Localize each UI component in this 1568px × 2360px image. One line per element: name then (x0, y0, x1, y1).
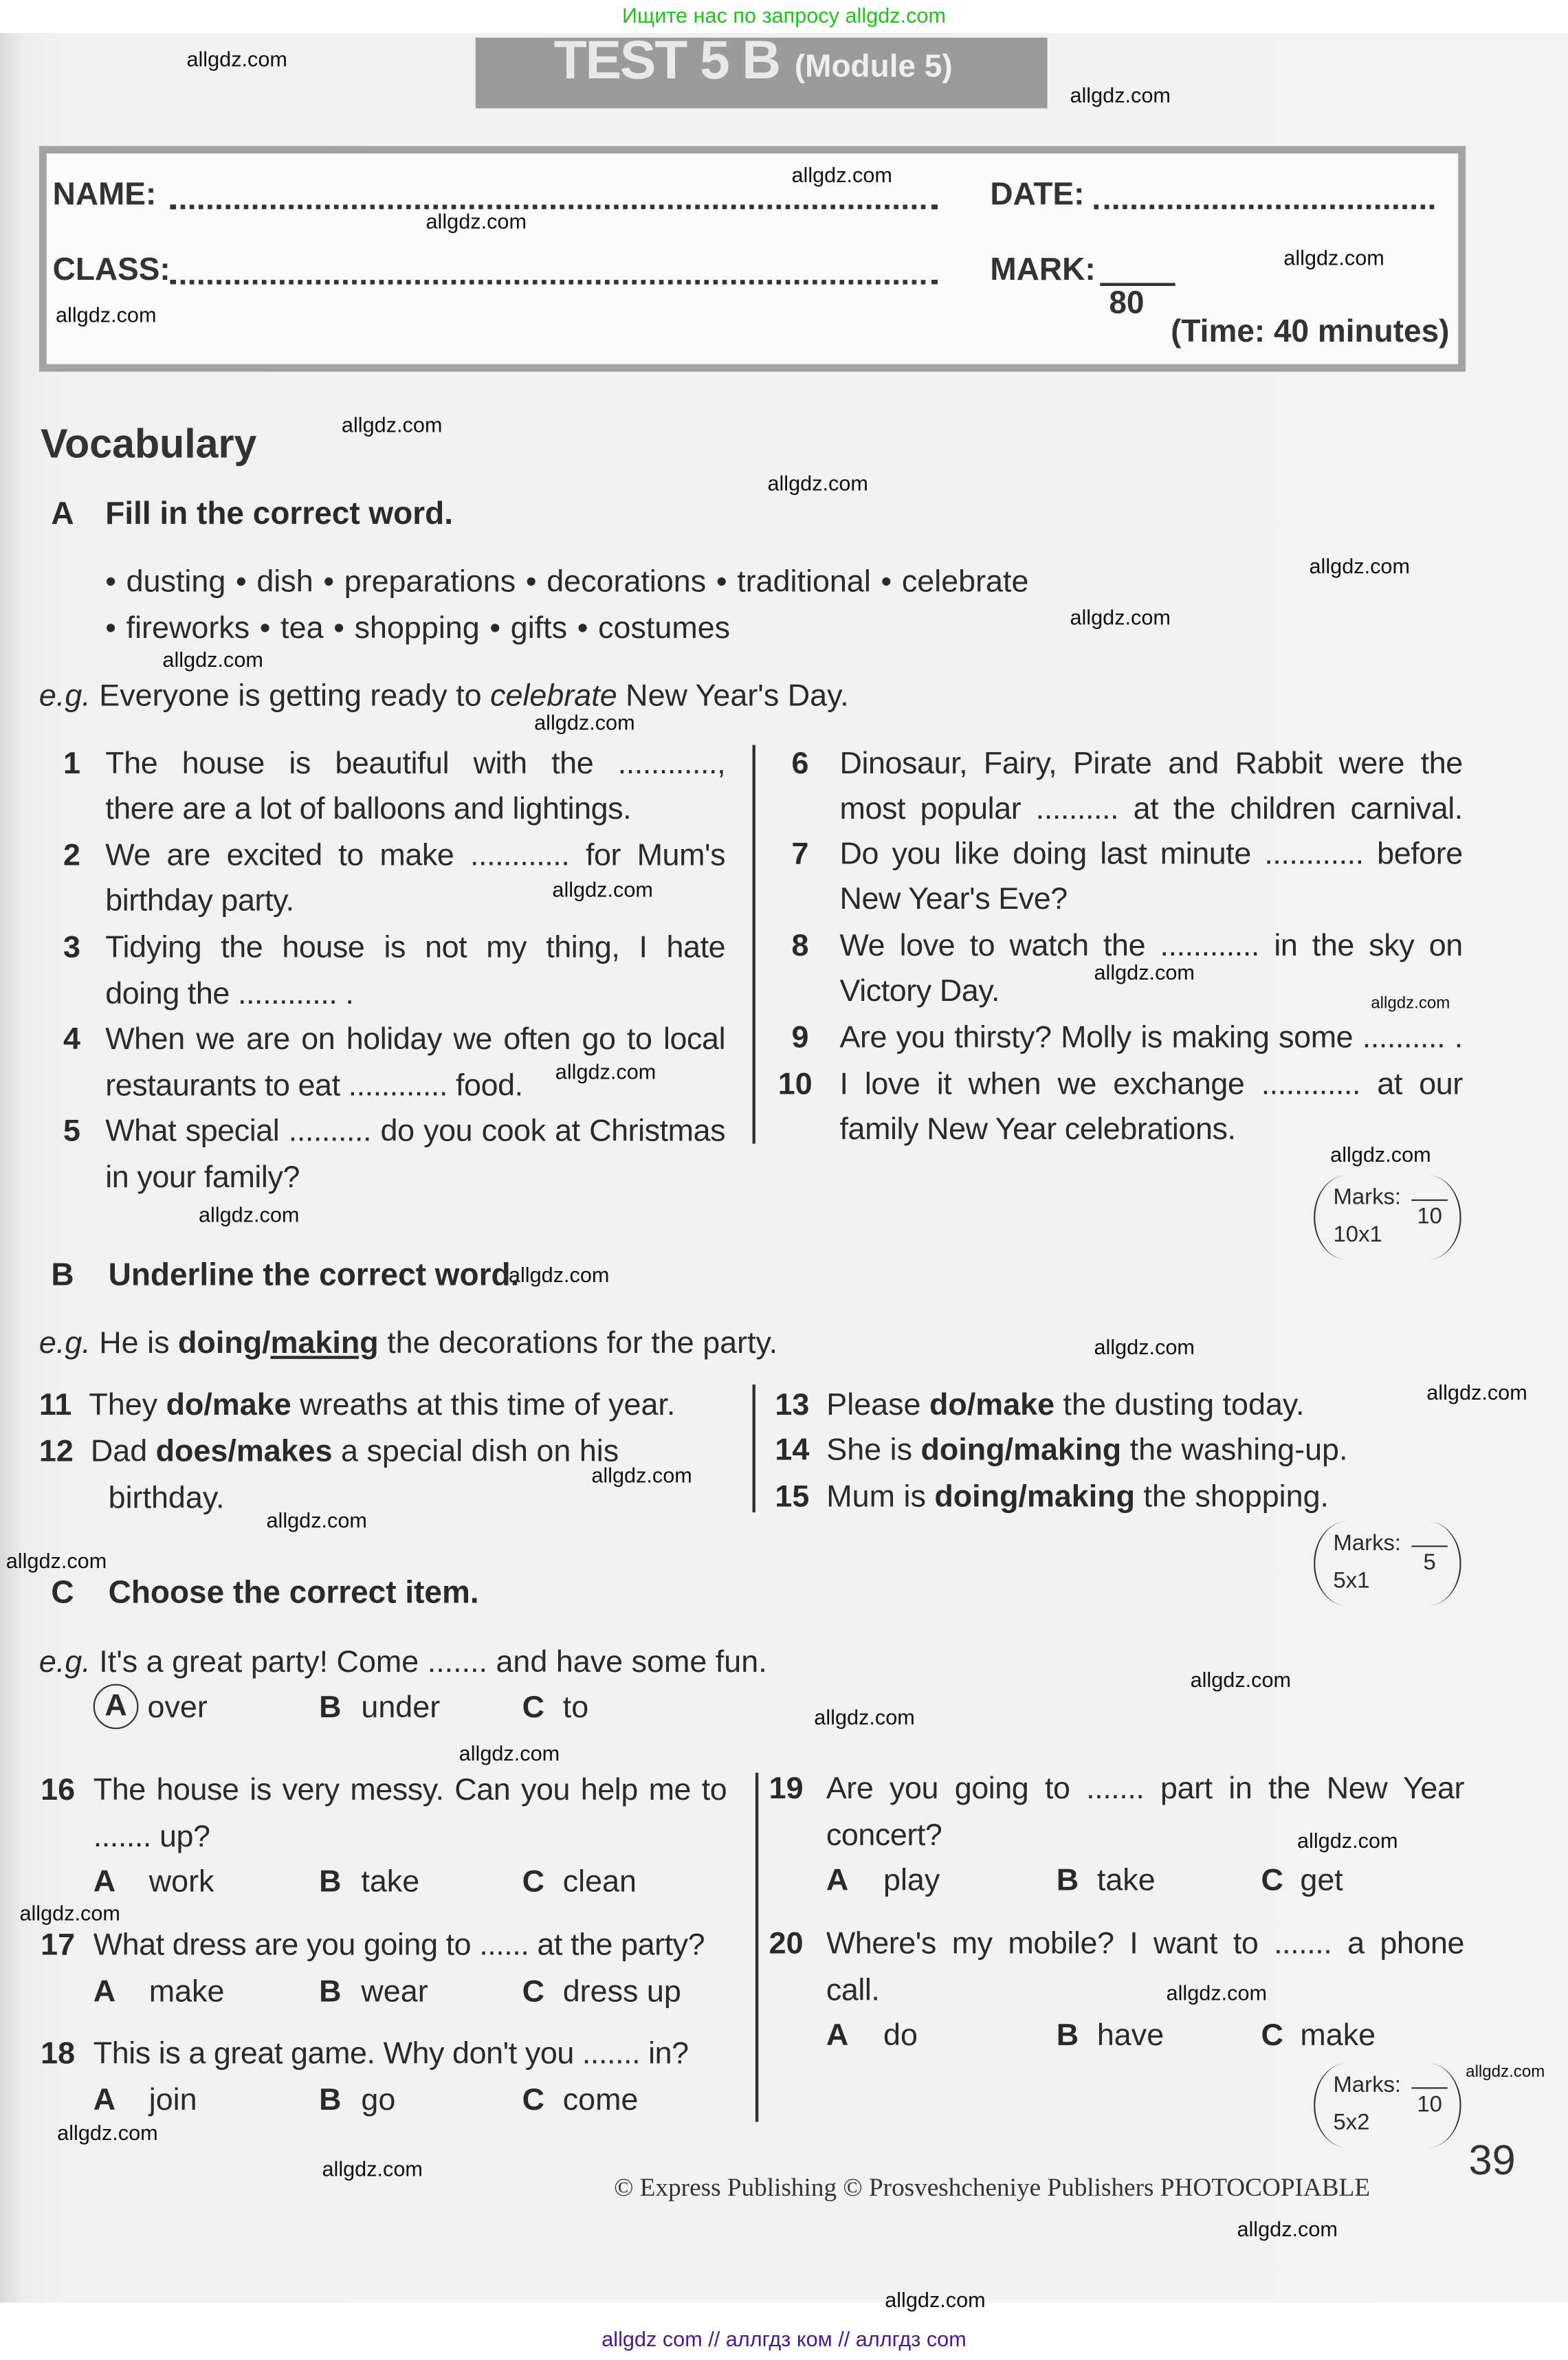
item-number: 11 (38, 1387, 72, 1422)
item-number: 16 (41, 1772, 76, 1808)
word-choice[interactable]: do/make (929, 1387, 1055, 1422)
item-text: We love to watch the ............ in the sky on (839, 928, 1463, 964)
item-number: 15 (775, 1479, 810, 1514)
option-letter[interactable]: B (1056, 1863, 1079, 1898)
eg-answer-underlined: making (270, 1325, 379, 1360)
watermark: allgdz.com (1426, 1380, 1527, 1404)
watermark: allgdz.com (1466, 2063, 1545, 2082)
watermark: allgdz.com (552, 877, 653, 902)
option-text[interactable]: work (148, 1864, 214, 1899)
option-text[interactable]: clean (562, 1864, 637, 1899)
eg-label: e.g. (38, 1325, 91, 1360)
item-number: 2 (63, 838, 80, 873)
item-text: the washing-up. (1121, 1433, 1348, 1468)
item-text: birthday party. (105, 883, 294, 918)
item-text: We are excited to make ............ for Mum's (105, 838, 726, 873)
page-number: 39 (1468, 2137, 1516, 2184)
class-field[interactable] (170, 280, 937, 285)
eg-text: It's a great party! Come ....... and have some fun. (90, 1644, 767, 1680)
word-choice[interactable]: doing/making (934, 1479, 1136, 1514)
item-number: 13 (775, 1387, 810, 1422)
watermark: allgdz.com (508, 1262, 610, 1287)
watermark: allgdz.com (57, 2120, 158, 2145)
name-field[interactable] (170, 205, 937, 210)
item-text: This is a great game. Why don't you ....... in? (93, 2036, 689, 2071)
item-text: The house is beautiful with the ............, (105, 746, 726, 782)
item-text: a special dish on his (332, 1434, 619, 1469)
item-text: Are you thirsty? Molly is making some .......... . (839, 1020, 1463, 1055)
marks-box-c (1314, 2063, 1461, 2148)
option-letter[interactable]: C (522, 1864, 545, 1899)
word-choice[interactable]: does/makes (155, 1434, 333, 1469)
question-15 (775, 1479, 1329, 1516)
option-text[interactable]: go (361, 2082, 396, 2118)
watermark: allgdz.com (1371, 994, 1450, 1013)
date-label: DATE: (990, 177, 1085, 212)
item-text: family New Year celebrations. (839, 1112, 1236, 1147)
marks-formula: 5x2 (1333, 2110, 1370, 2136)
item-text: Do you like doing last minute ............ before (839, 837, 1463, 872)
item-text: wreaths at this time of year. (291, 1387, 676, 1422)
option-letter[interactable]: B (1056, 2018, 1079, 2053)
mark-total: 80 (1109, 285, 1145, 321)
date-field[interactable] (1094, 205, 1434, 210)
marks-label: Marks: (1333, 1530, 1402, 1556)
item-text: concert? (826, 1818, 942, 1853)
watermark: allgdz.com (1070, 82, 1171, 107)
item-text: in your family? (105, 1160, 300, 1195)
section-b-heading: Underline the correct word. (108, 1258, 520, 1293)
watermark: allgdz.com (186, 46, 287, 71)
item-text: Victory Day. (839, 973, 1000, 1008)
watermark: allgdz.com (198, 1202, 300, 1227)
option-text[interactable]: join (148, 2082, 197, 2118)
column-divider (753, 745, 755, 1144)
section-c-heading: Choose the correct item. (108, 1575, 479, 1611)
marks-label: Marks: (1333, 2072, 1402, 2098)
item-number: 4 (63, 1022, 80, 1057)
eg-label: e.g. (38, 1644, 91, 1680)
question-14 (775, 1433, 1347, 1469)
marks-box-b (1314, 1521, 1461, 1606)
option-letter[interactable]: C (1261, 1863, 1283, 1898)
item-text: What dress are you going to ...... at the party? (93, 1928, 705, 1963)
watermark: allgdz.com (1309, 553, 1411, 578)
word-choice[interactable]: doing/making (920, 1433, 1122, 1468)
item-text: most popular .......... at the children carnival. (839, 791, 1463, 826)
eg-label: e.g. (38, 679, 91, 714)
option-text[interactable]: take (1096, 1863, 1156, 1898)
copyright-footer: © Express Publishing © Prosveshcheniye Publishers PHOTOCOPIABLE (614, 2173, 1371, 2202)
top-banner[interactable]: Ищите нас по запросу allgdz.com (621, 3, 947, 27)
item-number: 14 (775, 1433, 810, 1468)
time-limit: (Time: 40 minutes) (1171, 314, 1450, 349)
marks-box-a (1314, 1176, 1461, 1260)
option-letter[interactable]: B (319, 1974, 342, 2009)
option-text[interactable]: come (562, 2082, 639, 2118)
eg-text: Everyone is getting ready to (99, 679, 491, 714)
watermark: allgdz.com (767, 471, 868, 496)
watermark: allgdz.com (1190, 1667, 1292, 1692)
watermark: allgdz.com (1070, 605, 1171, 630)
watermark: allgdz.com (1094, 960, 1195, 984)
item-number: 20 (769, 1926, 804, 1961)
item-text: Mum is (826, 1479, 935, 1514)
watermark: allgdz.com (322, 2156, 423, 2181)
option-text[interactable]: dress up (562, 1974, 681, 2009)
option-letter[interactable]: A (826, 2018, 849, 2053)
marks-total: 10 (1411, 2087, 1448, 2117)
test-title: TEST 5 B (553, 28, 780, 91)
option-text[interactable]: do (883, 2018, 918, 2053)
watermark: allgdz.com (591, 1462, 692, 1487)
eg-text: He is (99, 1325, 178, 1360)
item-text: I love it when we exchange ............ at our (839, 1067, 1463, 1102)
test-module: (Module 5) (794, 49, 953, 85)
item-number: 18 (41, 2036, 76, 2071)
option-text[interactable]: to (562, 1690, 589, 1725)
bottom-banner[interactable]: allgdz com // аллгдз ком // аллгдз com (601, 2326, 967, 2351)
option-letter[interactable]: C (522, 1690, 545, 1725)
option-text[interactable]: take (361, 1864, 420, 1899)
item-text: the dusting today. (1054, 1387, 1305, 1422)
section-c-letter: C (51, 1575, 74, 1611)
item-number: 7 (791, 837, 809, 872)
watermark: allgdz.com (1283, 245, 1384, 269)
item-text: Dad (90, 1434, 156, 1469)
item-text: birthday. (108, 1481, 225, 1516)
question-12 (39, 1434, 619, 1470)
option-letter[interactable]: A (93, 2082, 116, 2118)
item-text: restaurants to eat ............ food. (105, 1068, 523, 1103)
question-11 (39, 1387, 675, 1424)
watermark: allgdz.com (162, 647, 263, 672)
section-b-letter: B (51, 1258, 74, 1293)
item-text: Dinosaur, Fairy, Pirate and Rabbit were the (839, 746, 1463, 782)
watermark: allgdz.com (1237, 2216, 1338, 2241)
name-label: NAME: (52, 177, 157, 212)
word-choice[interactable]: do/make (166, 1387, 291, 1422)
item-text: Please (826, 1387, 930, 1422)
section-a-letter: A (51, 496, 74, 531)
watermark: allgdz.com (459, 1741, 560, 1765)
item-text: What special .......... do you cook at Christmas (105, 1113, 726, 1149)
item-text: Where's my mobile? I want to ....... a phone (826, 1926, 1464, 1961)
section-a-example (39, 679, 849, 715)
student-info-box (39, 146, 1466, 371)
watermark: allgdz.com (534, 710, 635, 735)
marks-total: 5 (1411, 1545, 1448, 1576)
watermark: allgdz.com (555, 1059, 656, 1084)
item-number: 6 (791, 746, 809, 782)
item-text: The house is very messy. Can you help me to (93, 1772, 727, 1808)
item-text: the shopping. (1135, 1479, 1329, 1514)
item-number: 9 (791, 1020, 809, 1055)
item-text: doing the ............ . (105, 976, 354, 1012)
eg-answer: celebrate (490, 679, 617, 714)
item-text: there are a lot of balloons and lightings. (105, 791, 632, 826)
item-text: call. (826, 1972, 880, 2008)
option-letter[interactable]: B (319, 1690, 342, 1725)
watermark: allgdz.com (266, 1508, 367, 1532)
watermark: allgdz.com (885, 2287, 986, 2312)
item-text: She is (826, 1433, 921, 1468)
watermark: allgdz.com (1297, 1828, 1398, 1853)
watermark: allgdz.com (791, 162, 892, 187)
watermark: allgdz.com (1166, 1980, 1268, 2005)
marks-label: Marks: (1333, 1184, 1402, 1211)
item-number: 5 (63, 1113, 80, 1149)
word-bank-line-1: • dusting • dish • preparations • decorations • traditional • celebrate (105, 564, 1029, 599)
section-title: Vocabulary (41, 421, 257, 467)
item-number: 10 (777, 1067, 813, 1102)
item-text: New Year's Eve? (839, 881, 1068, 917)
watermark: allgdz.com (814, 1705, 915, 1730)
option-text[interactable]: make (1300, 2018, 1376, 2053)
item-text: They (89, 1387, 166, 1422)
column-divider (753, 1385, 755, 1512)
item-text: ....... up? (93, 1819, 210, 1854)
option-letter[interactable]: B (319, 2082, 342, 2118)
item-text: When we are on holiday we often go to local (105, 1022, 726, 1057)
watermark: allgdz.com (1330, 1142, 1431, 1167)
option-letter[interactable]: C (522, 2082, 545, 2118)
watermark: allgdz.com (341, 412, 443, 437)
option-a-circled[interactable] (93, 1684, 139, 1730)
option-text[interactable]: play (883, 1863, 940, 1898)
option-text[interactable]: make (148, 1974, 225, 2009)
item-number: 17 (41, 1928, 76, 1963)
item-number: 12 (38, 1434, 74, 1469)
class-label: CLASS: (52, 252, 170, 288)
option-text[interactable]: have (1096, 2018, 1164, 2053)
item-text: Are you going to ....... part in the New Year (826, 1771, 1464, 1806)
option-text[interactable]: wear (361, 1974, 428, 2009)
marks-total: 10 (1411, 1200, 1448, 1230)
question-13 (775, 1387, 1304, 1424)
option-letter[interactable]: B (319, 1864, 342, 1899)
word-bank-line-2: • fireworks • tea • shopping • gifts • costumes (105, 610, 731, 646)
marks-formula: 10x1 (1333, 1222, 1382, 1248)
option-letter[interactable]: A (93, 1974, 116, 2009)
eg-option: doing/ (177, 1325, 271, 1360)
watermark: allgdz.com (1094, 1334, 1195, 1359)
watermark: allgdz.com (5, 1548, 107, 1573)
eg-text-end: the decorations for the party. (378, 1325, 778, 1360)
item-number: 3 (63, 929, 80, 965)
item-number: 1 (63, 746, 80, 782)
watermark: allgdz.com (426, 209, 527, 234)
marks-formula: 5x1 (1333, 1568, 1370, 1594)
mark-label: MARK: (990, 252, 1096, 288)
item-text: Tidying the house is not my thing, I hate (105, 929, 726, 965)
item-number: 8 (791, 928, 809, 964)
section-c-example (39, 1645, 767, 1681)
option-text[interactable]: get (1300, 1863, 1343, 1898)
option-text[interactable]: over (147, 1690, 208, 1725)
option-text[interactable]: under (361, 1690, 441, 1725)
section-b-example (39, 1326, 777, 1363)
option-letter[interactable]: A (93, 1864, 116, 1899)
watermark: allgdz.com (55, 302, 157, 327)
section-a-heading: Fill in the correct word. (105, 496, 453, 531)
eg-text-end: New Year's Day. (617, 679, 849, 714)
column-divider (755, 1773, 758, 2122)
circled-answer: A (93, 1684, 139, 1730)
option-letter[interactable]: A (826, 1863, 849, 1898)
option-letter[interactable]: C (522, 1974, 545, 2009)
watermark: allgdz.com (19, 1900, 120, 1925)
test-title-box (476, 28, 1048, 109)
item-number: 19 (769, 1771, 804, 1806)
option-letter[interactable]: C (1261, 2018, 1283, 2053)
